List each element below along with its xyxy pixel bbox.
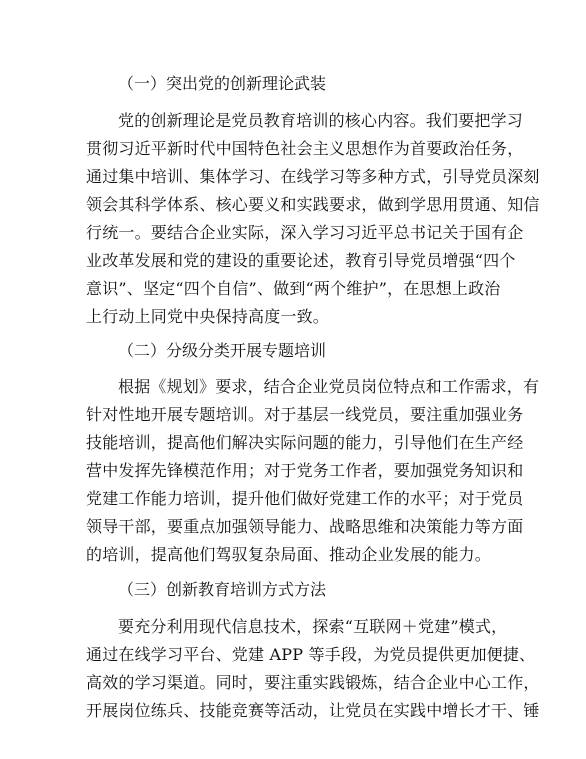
paragraph-line: 贯彻习近平新时代中国特色社会主义思想作为首要政治任务，	[86, 139, 524, 158]
paragraph-line: 根据《规划》要求，结合企业党员岗位特点和工作需求，有	[118, 377, 540, 396]
paragraph-line: 上行动上同党中央保持高度一致。	[86, 307, 330, 326]
paragraph-line: 通过集中培训、集体学习、在线学习等多种方式，引导党员深刻	[86, 167, 540, 186]
paragraph-line: 开展岗位练兵、技能竞赛等活动，让党员在实践中增长才干、锤	[86, 701, 540, 720]
paragraph-line: 党建工作能力培训，提升他们做好党建工作的水平；对于党员	[86, 489, 524, 508]
paragraph-line: 领导干部，要重点加强领导能力、战略思维和决策能力等方面	[86, 517, 524, 536]
paragraph-line: 营中发挥先锋模范作用；对于党务工作者，要加强党务知识和	[86, 461, 524, 480]
section-heading-2: （二）分级分类开展专题培训	[118, 341, 327, 360]
paragraph-line: 业改革发展和党的建设的重要论述，教育引导党员增强“四个	[86, 251, 516, 270]
paragraph-line: 行统一。要结合企业实际，深入学习习近平总书记关于国有企	[86, 223, 524, 242]
paragraph-line: 意识”、坚定“四个自信”、做到“两个维护”，在思想上政治	[86, 279, 501, 298]
paragraph-line: 针对性地开展专题培训。对于基层一线党员，要注重加强业务	[86, 405, 524, 424]
paragraph-line: 要充分利用现代信息技术，探索“互联网＋党建”模式，	[118, 617, 508, 636]
section-heading-1: （一）突出党的创新理论武装	[118, 74, 327, 93]
paragraph-line: 通过在线学习平台、党建 APP 等手段，为党员提供更加便捷、	[86, 645, 536, 664]
paragraph-line: 的培训，提高他们驾驭复杂局面、推动企业发展的能力。	[86, 545, 492, 564]
paragraph-line: 领会其科学体系、核心要义和实践要求，做到学思用贯通、知信	[86, 195, 540, 214]
section-heading-3: （三）创新教育培训方式方法	[118, 580, 327, 599]
paragraph-line: 高效的学习渠道。同时，要注重实践锻炼，结合企业中心工作，	[86, 673, 540, 692]
paragraph-line: 技能培训，提高他们解决实际问题的能力，引导他们在生产经	[86, 433, 524, 452]
paragraph-line: 党的创新理论是党员教育培训的核心内容。我们要把学习	[118, 111, 524, 130]
